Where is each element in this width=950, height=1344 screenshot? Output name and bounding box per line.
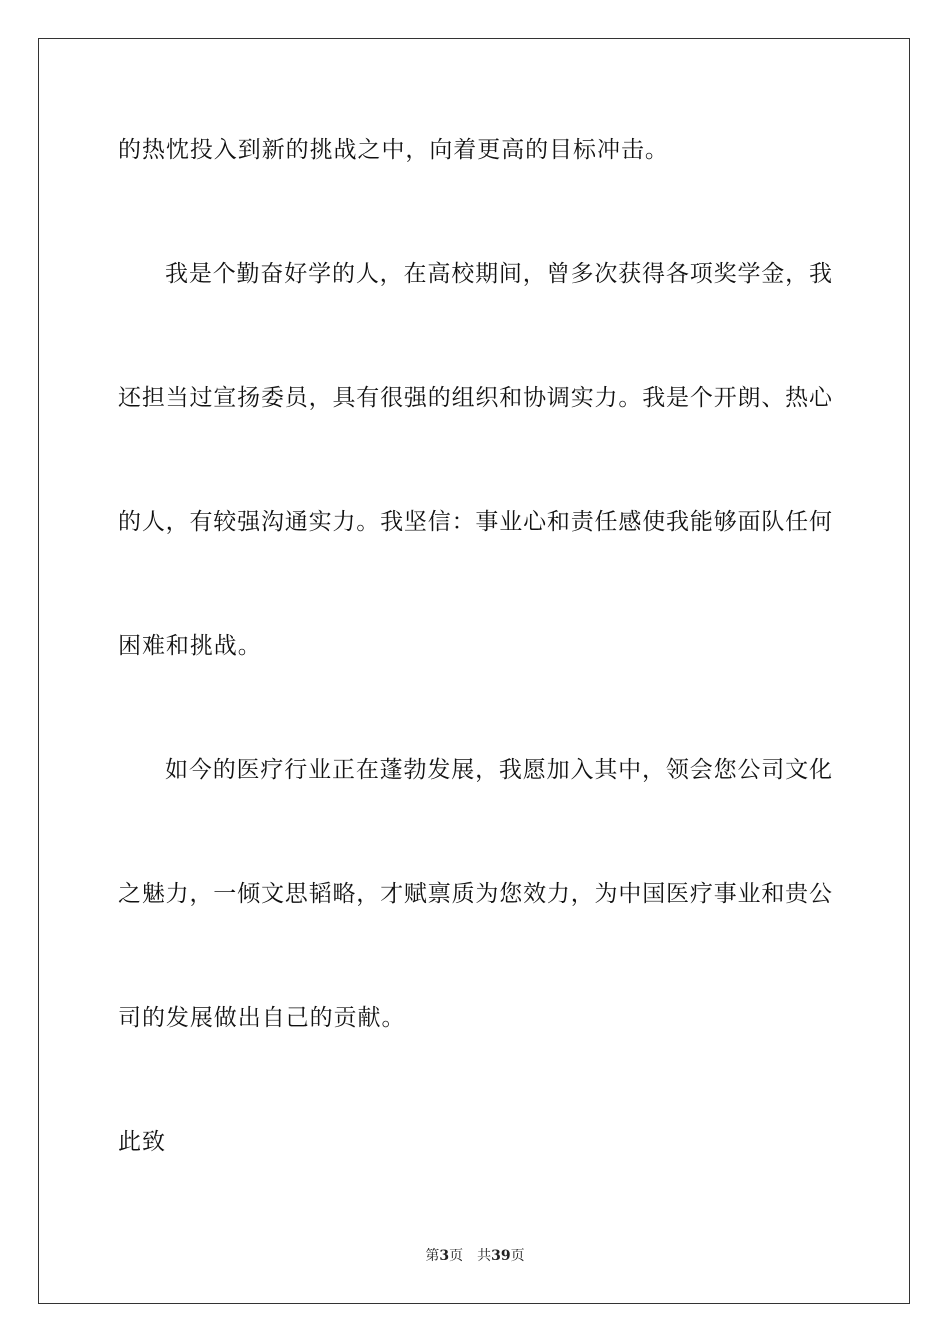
page-number: 3	[439, 1248, 450, 1264]
page-footer	[0, 1247, 950, 1265]
paragraph-line: 司的发展做出自己的贡献。	[118, 1005, 406, 1031]
paragraph-line: 还担当过宣扬委员，具有很强的组织和协调实力。我是个开朗、热心	[118, 385, 832, 411]
paragraph-line: 的热忱投入到新的挑战之中，向着更高的目标冲击。	[118, 137, 669, 163]
paragraph-line: 之魅力，一倾文思韬略，才赋禀质为您效力，为中国医疗事业和贵公	[118, 881, 832, 907]
total-suffix: 页	[510, 1248, 525, 1264]
total-prefix: 共	[477, 1248, 492, 1264]
page-prefix: 第	[425, 1248, 440, 1264]
total-pages: 39	[491, 1248, 511, 1264]
paragraph-line: 如今的医疗行业正在蓬勃发展，我愿加入其中，领会您公司文化	[165, 757, 832, 783]
paragraph-line: 困难和挑战。	[118, 633, 262, 659]
page-suffix: 页	[449, 1248, 464, 1264]
page-frame	[38, 38, 910, 1304]
closing-salutation: 此致	[118, 1129, 166, 1155]
paragraph-line: 我是个勤奋好学的人，在高校期间，曾多次获得各项奖学金，我	[165, 261, 832, 287]
paragraph-line: 的人，有较强沟通实力。我坚信：事业心和责任感使我能够面队任何	[118, 509, 832, 535]
